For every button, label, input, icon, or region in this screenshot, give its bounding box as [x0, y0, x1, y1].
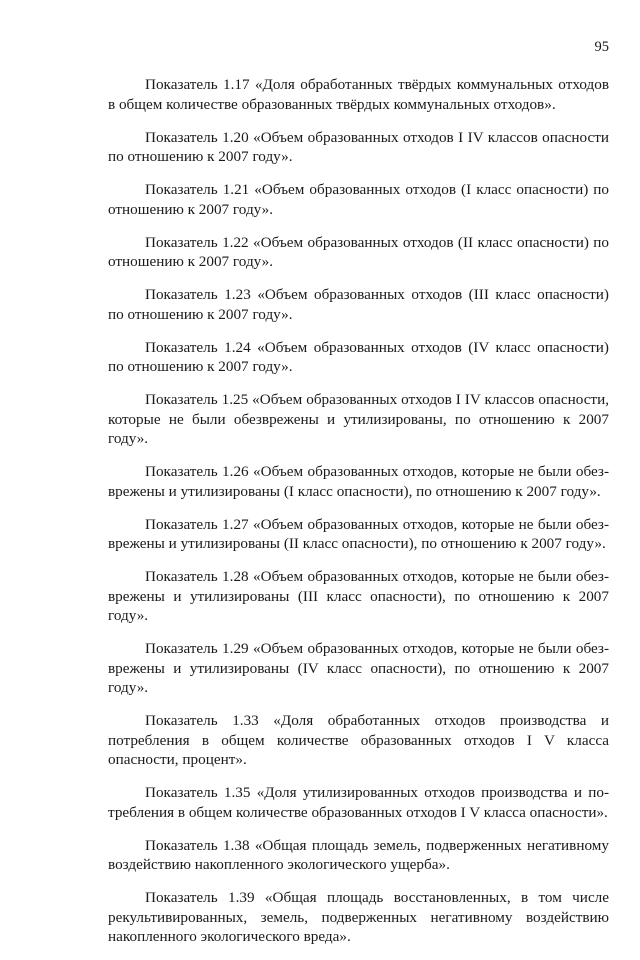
paragraph-indicator-1-22: Показатель 1.22 «Объем образованных отходов (II класс опасности) по отношению к 2007 году». [108, 233, 609, 270]
paragraph-indicator-1-38: Показатель 1.38 «Общая площадь земель, подверженных негативному воздействию накопленного экологического ущерба». [108, 836, 609, 873]
paragraph-indicator-1-21: Показатель 1.21 «Объем образованных отходов (I класс опасности) по отношению к 2007 году». [108, 181, 609, 218]
paragraph-indicator-1-25: Показатель 1.25 «Объем образованных отходов I IV классов опасности, которые не были обезврежены и утилизированы, по отношению к 2007 году». [108, 391, 609, 447]
paragraph-indicator-1-24: Показатель 1.24 «Объем образованных отходов (IV класс опасности) по отношению к 2007 году». [108, 338, 609, 375]
paragraph-indicator-1-23: Показатель 1.23 «Объем образованных отходов (III класс опасности) по отношению к 2007 году». [108, 286, 609, 323]
paragraph-indicator-1-28: Показатель 1.28 «Объем образованных отходов, которые не были обезврежены и утилизированы (III класс опасности), по отношению к 2007 году». [108, 568, 609, 624]
paragraph-indicator-1-35: Показатель 1.35 «Доля утилизированных отходов производства и потребления в общем количестве образованных отходов I V класса опасности». [108, 784, 609, 821]
paragraph-indicator-1-39: Показатель 1.39 «Общая площадь восстановленных, в том числе рекультивированных, земель, подверженных негативному воздействию накопленного экологического вреда». [108, 889, 609, 945]
paragraph-indicator-1-20: Показатель 1.20 «Объем образованных отходов I IV классов опасности по отношению к 2007 году». [108, 128, 609, 165]
paragraph-indicator-1-33: Показатель 1.33 «Доля обработанных отходов производства и потребления в общем количестве образованных отходов I V класса опасности, процент». [108, 712, 609, 768]
paragraph-indicator-1-29: Показатель 1.29 «Объем образованных отходов, которые не были обезврежены и утилизированы (IV класс опасности), по отношению к 2007 году». [108, 640, 609, 696]
paragraph-indicator-1-17: Показатель 1.17 «Доля обработанных твёрдых коммунальных отходов в общем количестве образованных твёрдых коммунальных отходов». [108, 76, 609, 113]
page-content [108, 75, 609, 960]
paragraph-indicator-1-27: Показатель 1.27 «Объем образованных отходов, которые не были обезврежены и утилизированы (II класс опасности), по отношению к 2007 году». [108, 515, 609, 552]
page-number: 95 [594, 39, 609, 55]
paragraph-indicator-1-26: Показатель 1.26 «Объем образованных отходов, которые не были обезврежены и утилизированы (I класс опасности), по отношению к 2007 году». [108, 463, 609, 500]
